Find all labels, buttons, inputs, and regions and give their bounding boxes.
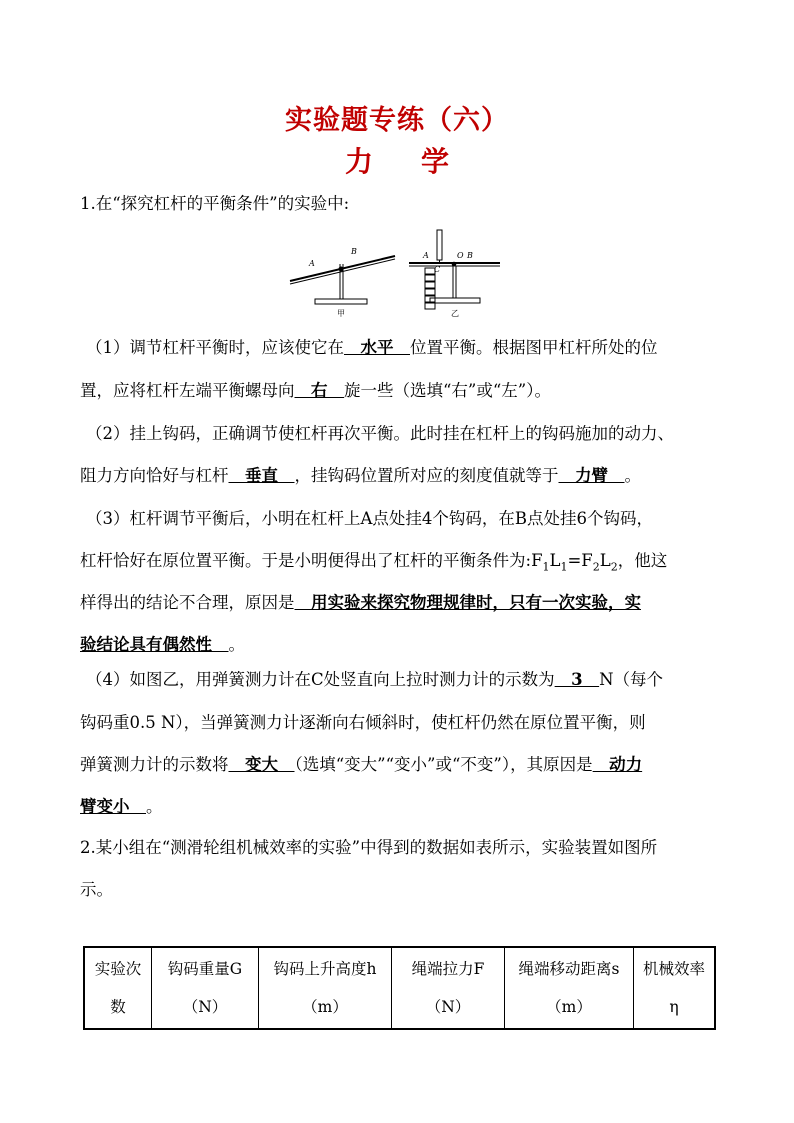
q1-part1-line1: （1）调节杠杆平衡时，应该使它在 水平 位置平衡。根据图甲杠杆所处的位 [86,338,658,357]
label-o-yi: O [457,251,464,260]
table-header-cell: 钩码重量G （N） [152,947,259,1029]
table-header-cell: 机械效率 η [634,947,716,1029]
q1-part4-line3: 弹簧测力计的示数将 变大 （选填“变大”“变小”或“不变”），其原因是 动力 [80,755,643,774]
answer-blank: 力臂 [558,466,625,485]
label-b-yi: B [467,251,473,260]
label-a-yi: A [423,251,429,260]
answer-blank: 变大 [228,755,295,774]
table-header-cell: 实验次 数 [84,947,152,1029]
answer-blank: 3 [554,670,600,689]
q2-stem-line2: 示。 [80,880,113,899]
q1-part2-line2: 阻力方向恰好与杠杆 垂直 ，挂钩码位置所对应的刻度值就等于 力臂 。 [80,466,641,485]
figure-yi [409,230,500,309]
label-jia: 甲 [337,309,345,318]
q1-part2-line1: （2）挂上钩码，正确调节使杠杆再次平衡。此时挂在杠杆上的钩码施加的动力、 [86,424,674,443]
label-yi: 乙 [451,309,459,318]
table-header-cell: 绳端拉力F （N） [392,947,505,1029]
data-table [83,946,716,1030]
label-c-yi: C [434,265,441,274]
answer-blank: 臂变小 [80,797,146,816]
answer-blank: 用实验来探究物理规律时，只有一次实验，实 [294,593,641,612]
figure-jia [290,256,395,304]
q1-part4-line4: 臂变小 。 [80,797,163,816]
q1-part4-line2: 钩码重0.5 N），当弹簧测力计逐渐向右倾斜时，使杠杆仍然在原位置平衡，则 [80,713,646,732]
page-subtitle [0,140,794,180]
answer-blank: 垂直 [228,466,295,485]
page-title: 实验题专练（六） [285,105,509,136]
answer-blank: 验结论具有偶然性 [80,635,229,654]
answer-blank: 右 [294,381,344,400]
q1-part3-line2: 杠杆恰好在原位置平衡。于是小明便得出了杠杆的平衡条件为$:F_1L_1=F_2L_2$，他这 [80,551,668,574]
table-header-row [84,947,715,1029]
q1-stem: 1.在“探究杠杆的平衡条件”的实验中: [80,194,350,213]
label-a-jia: A [309,259,315,268]
q2-stem-line1: 2.某小组在“测滑轮组机械效率的实验”中得到的数据如表所示，实验装置如图所 [80,838,658,857]
lever-figure [285,228,515,318]
q1-part1-line2: 置，应将杠杆左端平衡螺母向 右 旋一些（选填“右”或“左”）。 [80,381,551,400]
subtitle-left: 力 [344,145,373,178]
answer-blank: 水平 [344,338,410,357]
q1-part3-line1: （3）杠杆调节平衡后，小明在杠杆上A点处挂4个钩码，在B点处挂6个钩码， [86,509,654,528]
label-b-jia: B [351,247,357,256]
q1-part4-line1: （4）如图乙，用弹簧测力计在C处竖直向上拉时测力计的示数为 3 N（每个 [86,670,664,689]
answer-blank: 动力 [592,755,643,774]
balance-formula: $F_1L_1=F_2L_2$ [531,551,618,574]
q1-part3-line3: 样得出的结论不合理，原因是 用实验来探究物理规律时，只有一次实验，实 [80,593,641,612]
table-header-cell: 绳端移动距离s （m） [505,947,634,1029]
table-header-cell: 钩码上升高度h （m） [259,947,392,1029]
subtitle-right: 学 [421,145,450,178]
q1-part3-line4: 验结论具有偶然性 。 [80,635,245,654]
